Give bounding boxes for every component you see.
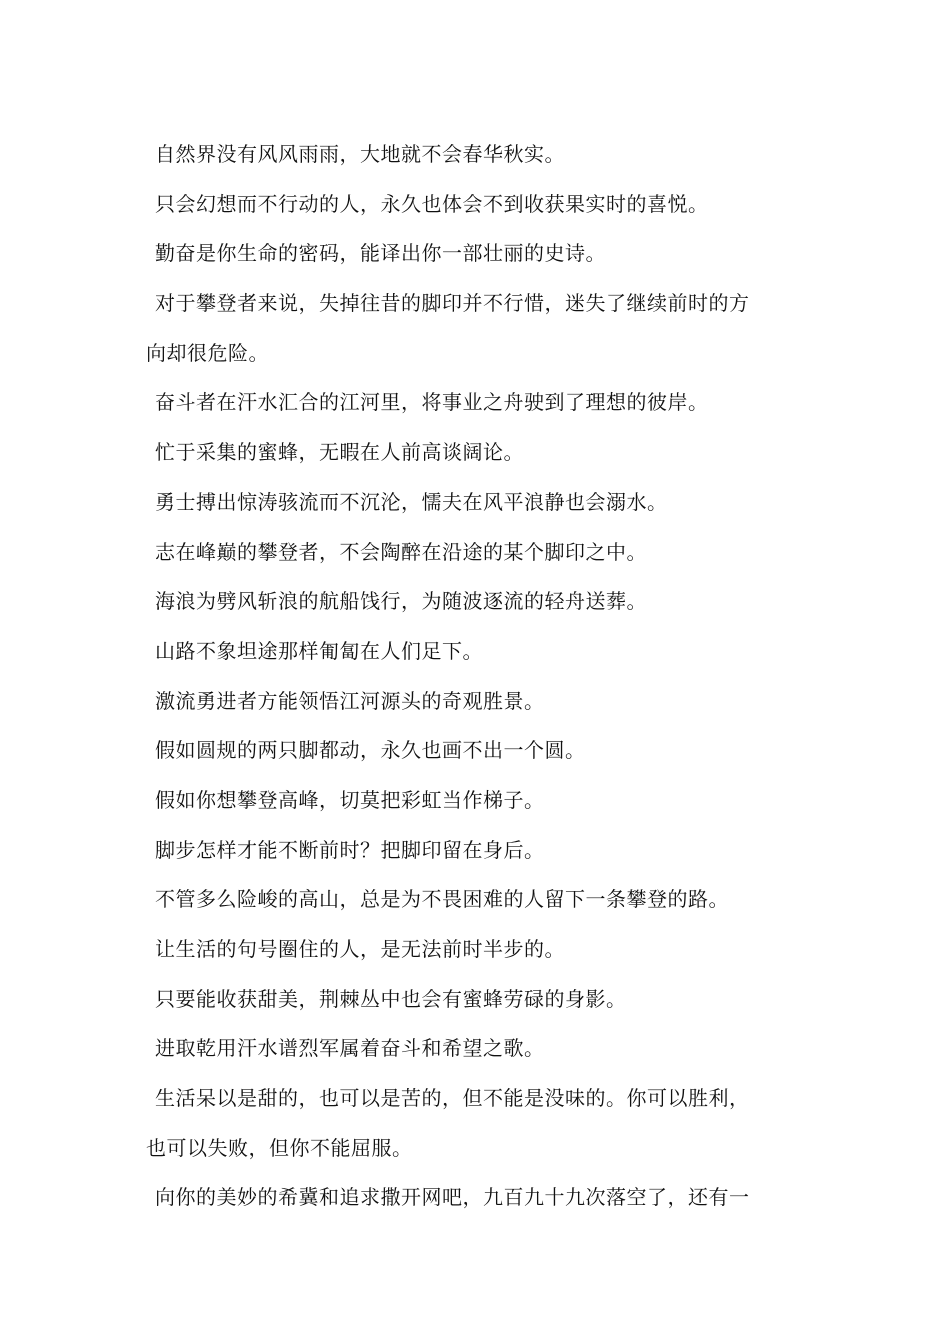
text-line: 也可以失败，但你不能屈服。 (146, 1135, 413, 1160)
text-line: 海浪为劈风斩浪的航船饯行，为随波逐流的轻舟送葬。 (155, 589, 647, 614)
text-line: 忙于采集的蜜蜂，无暇在人前高谈阔论。 (155, 440, 524, 465)
text-body (146, 130, 816, 1223)
text-line: 只要能收获甜美，荆棘丛中也会有蜜蜂劳碌的身影。 (155, 986, 627, 1011)
text-line: 山路不象坦途那样匍匐在人们足下。 (155, 638, 483, 663)
text-line: 奋斗者在汗水汇合的江河里，将事业之舟驶到了理想的彼岸。 (155, 390, 709, 415)
text-line: 不管多么险峻的高山，总是为不畏困难的人留下一条攀登的路。 (155, 887, 729, 912)
text-line: 只会幻想而不行动的人，永久也体会不到收获果实时的喜悦。 (155, 191, 709, 216)
text-line: 进取乾用汗水谱烈军属着奋斗和希望之歌。 (155, 1036, 545, 1061)
text-line: 脚步怎样才能不断前时？把脚印留在身后。 (155, 837, 545, 862)
text-line: 向却很危险。 (146, 340, 269, 365)
text-line: 志在峰巅的攀登者，不会陶醉在沿途的某个脚印之中。 (155, 539, 647, 564)
text-line: 假如你想攀登高峰，切莫把彩虹当作梯子。 (155, 787, 545, 812)
text-line: 对于攀登者来说，失掉往昔的脚印并不行惜，迷失了继续前时的方 (155, 291, 750, 316)
text-line: 勤奋是你生命的密码，能译出你一部壮丽的史诗。 (155, 241, 606, 266)
text-line: 生活呆以是甜的，也可以是苦的，但不能是没味的。你可以胜利， (155, 1086, 750, 1111)
text-line: 向你的美妙的希冀和追求撒开网吧，九百九十九次落空了，还有一 (155, 1185, 750, 1210)
text-line: 勇士搏出惊涛骇流而不沉沦，懦夫在风平浪静也会溺水。 (155, 489, 668, 514)
text-line: 自然界没有风风雨雨，大地就不会春华秋实。 (155, 142, 565, 166)
text-line: 让生活的句号圈住的人，是无法前时半步的。 (155, 937, 565, 961)
text-line: 激流勇进者方能领悟江河源头的奇观胜景。 (155, 688, 545, 713)
text-line: 假如圆规的两只脚都动，永久也画不出一个圆。 (155, 738, 586, 763)
